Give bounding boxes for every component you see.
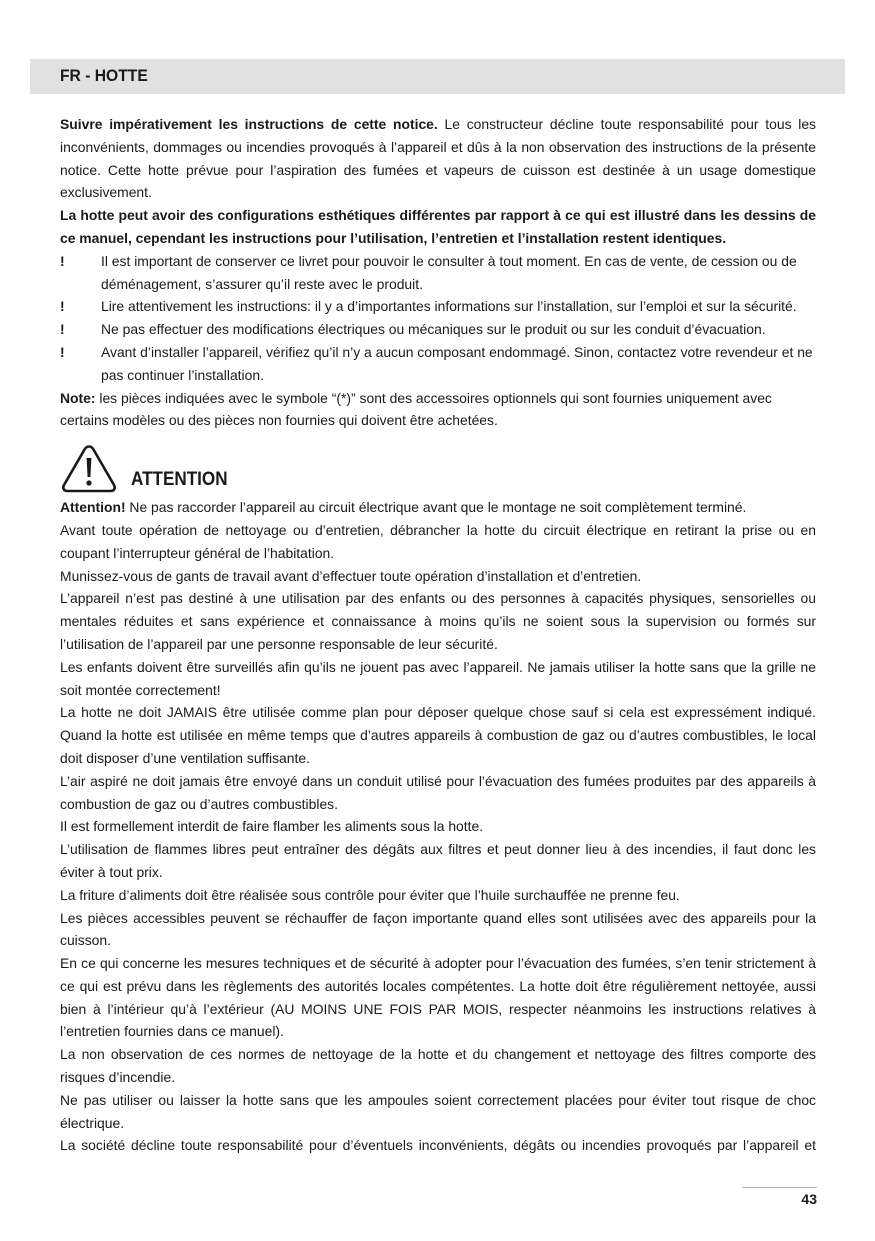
intro-paragraph <box>60 113 816 204</box>
exclamation-icon: ! <box>60 252 65 269</box>
bullet-list <box>60 250 816 387</box>
intro-lead-bold: Suivre impérativement les instructions de cette notice. <box>60 116 438 132</box>
note-paragraph <box>60 387 816 433</box>
attention-title: ATTENTION <box>131 469 228 491</box>
attention-paragraph: Munissez-vous de gants de travail avant d’effectuer toute opération d’installation et d’entretien. <box>60 567 642 584</box>
attention-paragraph: La société décline toute responsabilité pour d’éventuels inconvénients, dégâts ou incendies provoqués par l’appareil et <box>60 1137 816 1154</box>
bullet-item <box>60 250 816 296</box>
attention-first-rest: Ne pas raccorder l’appareil au circuit électrique avant que le montage ne soit complètement terminé. <box>125 499 747 516</box>
attention-first-paragraph <box>60 496 816 519</box>
note-label: Note: <box>60 389 96 406</box>
exclamation-icon: ! <box>60 343 65 360</box>
page-content <box>60 113 816 1157</box>
attention-paragraph: En ce qui concerne les mesures techniques et de sécurité à adopter pour l’évacuation des fumées, s’en tenir strictement à ce qui est prévu dans les règlements des autorités locales compétentes. La hotte doit être régulièrement nettoyée, aussi bien à l’intérieur qu’à l’extérieur (AU MOINS UNE FOIS PAR MOIS, respecter néanmoins les instructions relatives à l’entretien fournies dans ce manuel). <box>60 955 816 1040</box>
attention-paragraph: Avant toute opération de nettoyage ou d’entretien, débrancher la hotte du circuit électrique en retirant la prise ou en coupant l’interrupteur général de l’habitation. <box>60 521 816 561</box>
page-number: 43 <box>801 1191 817 1207</box>
exclamation-icon: ! <box>60 321 65 338</box>
bullet-text: Ne pas effectuer des modifications électriques ou mécaniques sur le produit ou sur les conduit d’évacuation. <box>101 321 766 338</box>
bullet-text: Avant d’installer l’appareil, vérifiez qu’il n’y a aucun composant endommagé. Sinon, contactez votre revendeur et ne pas continuer l’installation. <box>101 343 813 383</box>
attention-paragraph: L’air aspiré ne doit jamais être envoyé dans un conduit utilisé pour l’évacuation des fumées produites par des appareils à combustion de gaz ou d’autres combustibles. <box>60 772 816 812</box>
attention-paragraph: La hotte ne doit JAMAIS être utilisée comme plan pour déposer quelque chose sauf si cela est expressément indiqué. Quand la hotte est utilisée en même temps que d’autres appareils à combustion de gaz ou d’autres combustibles, le local doit disposer d’une ventilation suffisante. <box>60 704 816 766</box>
exclamation-icon: ! <box>60 298 65 315</box>
attention-paragraph: L’appareil n’est pas destiné à une utilisation par des enfants ou des personnes à capacités physiques, sensorielles ou mentales réduites et sans expérience et connaissance à moins qu’ils ne soient sous la supervision ou formés sur l’utilisation de l’appareil par une personne responsable de leur sécurité. <box>60 590 816 652</box>
attention-paragraph: La friture d’aliments doit être réalisée sous contrôle pour éviter que l’huile surchauffée ne prenne feu. <box>60 886 680 903</box>
attention-paragraph: Ne pas utiliser ou laisser la hotte sans que les ampoules soient correctement placées pour éviter tout risque de choc électrique. <box>60 1091 816 1131</box>
attention-paragraph: Les enfants doivent être surveillés afin qu’ils ne jouent pas avec l’appareil. Ne jamais utiliser la hotte sans que la grille ne soit montée correctement! <box>60 658 816 698</box>
note-text: les pièces indiquées avec le symbole “(*)” sont des accessoires optionnels qui sont fournies uniquement avec certains modèles ou des pièces non fournies qui doivent être achetées. <box>60 389 772 429</box>
bullet-text: Il est important de conserver ce livret pour pouvoir le consulter à tout moment. En cas de vente, de cession ou de déménagement, s’assurer qu’il reste avec le produit. <box>101 252 797 292</box>
section-title: FR - HOTTE <box>60 66 148 85</box>
section-header-bar <box>30 59 845 94</box>
bullet-item <box>60 295 816 318</box>
bullet-text: Lire attentivement les instructions: il y a d’importantes informations sur l’installation, sur l’emploi et sur la sécurité. <box>101 298 797 315</box>
config-paragraph: La hotte peut avoir des configurations esthétiques différentes par rapport à ce qui est illustré dans les dessins de ce manuel, cependant les instructions pour l’utilisation, l’entretien et l’installation restent identiques. <box>60 207 816 246</box>
footer-divider <box>742 1187 817 1188</box>
attention-paragraph: Il est formellement interdit de faire flamber les aliments sous la hotte. <box>60 818 484 835</box>
attention-heading <box>60 443 816 496</box>
attention-paragraph: Les pièces accessibles peuvent se réchauffer de façon importante quand elles sont utilisées avec des appareils pour la cuisson. <box>60 909 816 949</box>
attention-paragraph: La non observation de ces normes de nettoyage de la hotte et du changement et nettoyage des filtres comporte des risques d’incendie. <box>60 1046 816 1086</box>
intro-lead-rest: Le constructeur décline toute responsabilité pour tous les inconvénients, dommages ou incendies provoqués à l’appareil et dûs à la non observation des instructions de la présente notice. Cette hotte prévue pour l’aspiration des fumées et vapeurs de cuisson est destinée à un usage domestique exclusivement. <box>60 116 817 201</box>
bullet-item <box>60 318 816 341</box>
attention-paragraph: L’utilisation de flammes libres peut entraîner des dégâts aux filtres et peut donner lieu à des incendies, il faut donc les éviter à tout prix. <box>60 841 816 880</box>
warning-triangle-icon <box>60 443 118 494</box>
attention-first-bold: Attention! <box>60 499 126 516</box>
bullet-item <box>60 341 816 387</box>
